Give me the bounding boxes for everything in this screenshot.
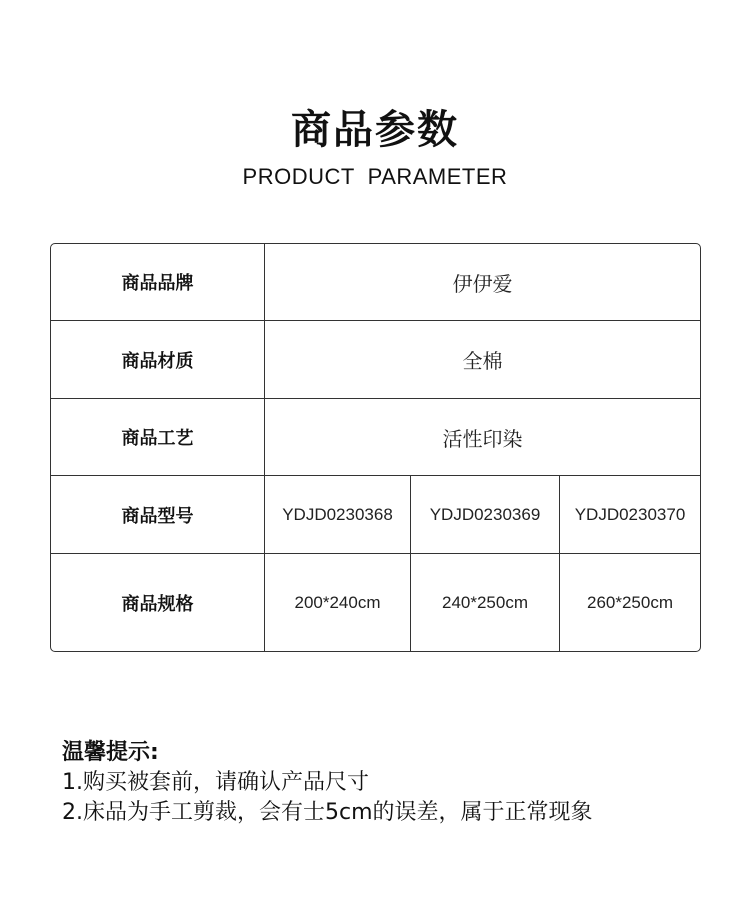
model-value-3: YDJD0230370 [560, 476, 700, 554]
size-value-3: 260*250cm [586, 592, 673, 612]
page-subtitle: PRODUCT PARAMETER [242, 164, 508, 189]
material-label: 商品材质 [51, 321, 265, 399]
size-label: 商品规格 [51, 554, 265, 651]
brand-label: 商品品牌 [51, 244, 265, 321]
craft-value: 活性印染 [265, 399, 700, 476]
size-value-1: 200*240cm [265, 554, 411, 651]
size-value-2: 240*250cm [411, 554, 560, 651]
tip-line-2: 2.床品为手工剪裁，会有士5cm的误差，属于正常现象 [62, 800, 593, 825]
model-label: 商品型号 [51, 476, 265, 554]
table-row-material [51, 321, 700, 399]
model-value-2: YDJD0230369 [411, 476, 560, 554]
model-value-1: YDJD0230368 [265, 476, 411, 554]
parameter-table [50, 243, 701, 652]
brand-value: 伊伊爱 [265, 244, 700, 321]
page-title: 商品参数 [291, 107, 459, 153]
table-row-brand [51, 244, 700, 321]
table-row-size [51, 554, 700, 651]
table-row-craft [51, 399, 700, 476]
material-value: 全棉 [265, 321, 700, 399]
tips-section [62, 738, 742, 828]
tips-heading: 温馨提示: [62, 740, 159, 765]
table-row-model [51, 476, 700, 554]
tip-line-1: 1.购买被套前，请确认产品尺寸 [62, 770, 369, 795]
craft-label: 商品工艺 [51, 399, 265, 476]
